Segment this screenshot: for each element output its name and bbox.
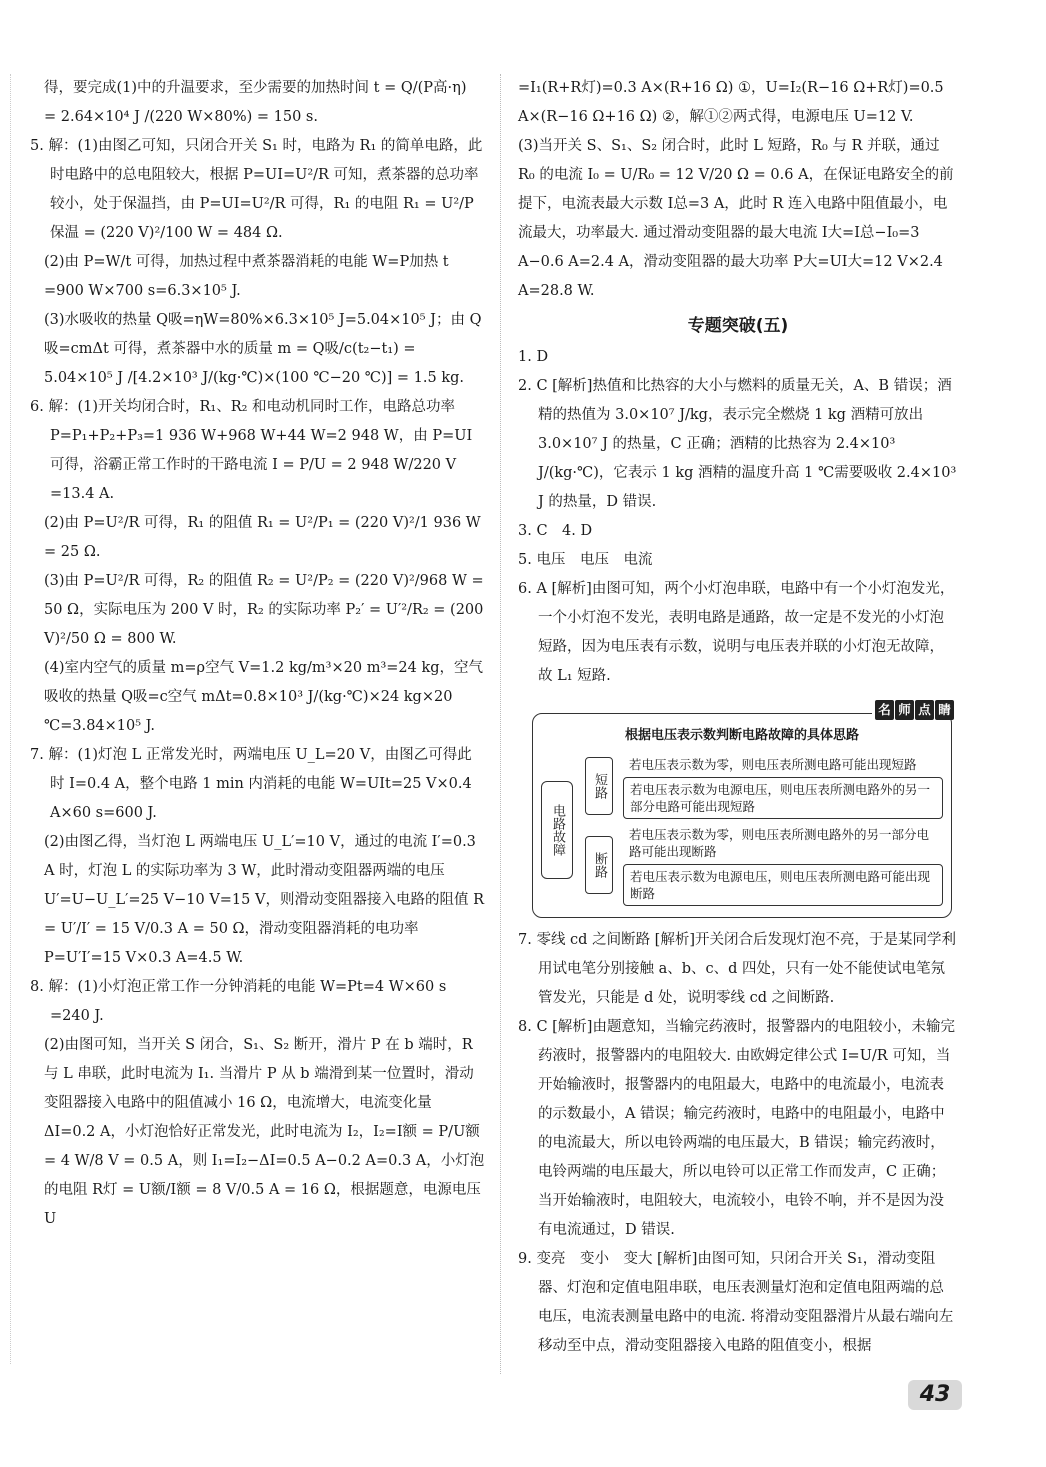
fault-tree [541,750,943,909]
left-column [30,74,489,1234]
paragraph: 得，要完成(1)中的升温要求，至少需要的加热时间 t = Q/(P高·η) [44,80,467,96]
right-column-part1 [518,74,958,306]
badge-char: 名 [875,700,894,720]
branch-short-label: 短路 [585,757,613,815]
section-heading: 专题突破(五) [687,316,789,336]
paragraph: 8. 解：(1)小灯泡正常工作一分钟消耗的电能 W=Pt=4 W×60 s =240 J. [30,979,451,1024]
badge-char: 点 [915,700,934,720]
leaf-text: 若电压表示数为零，则电压表所测电路外的另一部分电路可能出现断路 [629,827,930,859]
paragraph: (2)由图乙得，当灯泡 L 两端电压 U_L′=10 V，通过的电流 I′=0.3 A 时，灯泡 L 的实际功率为 3 W，此时滑动变阻器两端的电压 U′=U−U_L′=25 V−10 V=15 V，则滑动变阻器接入电路的阻值 R = U′/I′ = 15 V/0.3 A = 50 Ω，滑动变阻器消耗的电功率 P=U′I′=15 V×0.3 A=4.5 W. [44,834,489,966]
paragraph: (2)由 P=W/t 可得，加热过程中煮茶器消耗的电能 W=P加热 t =900 W×700 s=6.3×10⁵ J. [44,254,454,299]
paragraph: (3)水吸收的热量 Q吸=ηW=80%×6.3×10⁵ J=5.04×10⁵ J；由 Q吸=cmΔt 可得，煮茶器中水的质量 m = Q吸/c(t₂−t₁) = 5.04×10⁵ J /[4.2×10³ J/(kg·℃)×(100 ℃−20 ℃)] = 1.5 kg. [44,312,482,386]
paragraph: 6. 解：(1)开关均闭合时，R₁、R₂ 和电动机同时工作，电路总功率 P=P₁+P₂+P₃=1 936 W+968 W+44 W=2 948 W，由 P=UI 可得，浴霸正常工作时的干路电流 I = P/U = 2 948 W/220 V =13.4 A. [30,399,477,502]
badge-char: 师 [895,700,914,720]
right-column-part2 [518,343,961,691]
paragraph: 2. C [解析]热值和比热容的大小与燃料的质量无关，A、B 错误；酒精的热值为 3.0×10⁷ J/kg，表示完全燃烧 1 kg 酒精可放出 3.0×10⁷ J 的热量，C 正确；酒精的比热容为 2.4×10³ J/(kg·℃)，它表示 1 kg 酒精的温度升高 1 ℃需要吸收 2.4×10³ J 的热量，D 错误. [518,378,961,510]
paragraph: (2)由 P=U²/R 可得，R₁ 的阻值 R₁ = U²/P₁ = (220 V)²/1 936 W = 25 Ω. [44,515,486,560]
right-column [518,74,961,1361]
leaf-text: 若电压表示数为电源电压，则电压表所测电路外的另一部分电路可能出现短路 [623,777,943,819]
paragraph: (3)当开关 S、S₁、S₂ 闭合时，此时 L 短路，R₀ 与 R 并联，通过 R₀ 的电流 I₀ = U/R₀ = 12 V/20 Ω = 0.6 A，在保证电路安全的前提下，电流表最大示数 I总=3 A，此时 R 连入电路中阻值最小，电流最大，功率最大. 通过滑动变阻器的最大电流 I大=I总−I₀=3 A−0.6 A=2.4 A，滑动变阻器的最大功率 P大=UI大=12 V×2.4 A=28.8 W. [518,138,954,299]
paragraph: 7. 零线 cd 之间断路 [解析]开关闭合后发现灯泡不亮，于是某同学利用试电笔分别接触 a、b、c、d 四处，只有一处不能使试电笔氖管发光，只能是 d 处，说明零线 cd 之间断路. [518,932,956,1006]
paragraph: = 2.64×10⁴ J /(220 W×80%) = 150 s. [44,109,318,125]
branch-open-label: 断路 [585,836,613,894]
paragraph: (3)由 P=U²/R 可得，R₂ 的阻值 R₂ = U²/P₂ = (220 V)²/968 W = 50 Ω，实际电压为 200 V 时，R₂ 的实际功率 P₂′ = U′²/R₂ = (200 V)²/50 Ω = 800 W. [44,573,489,647]
paragraph: 5. 电压 电压 电流 [518,552,653,568]
paragraph: =I₁(R+R灯)=0.3 A×(R+16 Ω) ①，U=I₂(R−16 Ω+R灯)=0.5 A×(R−16 Ω+16 Ω) ②，解①②两式得，电源电压 U=12 V. [518,80,949,125]
tree-root: 电路故障 [541,781,573,879]
leaf-text: 若电压表示数为零，则电压表所测电路可能出现短路 [629,757,917,772]
tip-badge [872,700,957,720]
paragraph: 1. D [518,349,549,365]
paragraph: (2)由图可知，当开关 S 闭合，S₁、S₂ 断开，滑片 P 在 b 端时，R 与 L 串联，此时电流为 I₁. 当滑片 P 从 b 端滑到某一位置时，滑动变阻器接入电路中的阻值减小 16 Ω，电流增大，电流变化量 ΔI=0.2 A，小灯泡恰好正常发光，此时电流为 I₂，I₂=I额 = P/U额 = 4 W/8 V = 0.5 A，则 I₁=I₂−ΔI=0.5 A−0.2 A=0.3 A，小灯泡的电阻 R灯 = U额/I额 = 8 V/0.5 A = 16 Ω，根据题意，电源电压 U [44,1037,486,1227]
page-number: 43 [908,1380,962,1410]
paragraph: 3. C 4. D [518,523,593,539]
branch-open-leaves [623,822,943,907]
branch-short-leaves [623,752,943,820]
branch-open [585,822,943,907]
leaf-text: 若电压表示数为电源电压，则电压表所测电路可能出现断路 [623,864,943,906]
paragraph: 7. 解：(1)灯泡 L 正常发光时，两端电压 U_L=20 V，由图乙可得此时 I=0.4 A，整个电路 1 min 内消耗的电能 W=UIt=25 V×0.4 A×60 s=600 J. [30,747,477,821]
paragraph: 5. 解：(1)由图乙可知，只闭合开关 S₁ 时，电路为 R₁ 的简单电路，此时电路中的总电阻较大，根据 P=UI=U²/R 可知，煮茶器的总功率较小，处于保温挡，由 P=UI=U²/R 可得，R₁ 的电阻 R₁ = U²/P保温 = (220 V)²/100 W = 484 Ω. [30,138,483,241]
tip-box [532,702,952,918]
column-divider [500,74,501,1374]
branch-short [585,752,943,820]
tree-branches [585,750,943,909]
left-margin-rule [10,74,11,1364]
right-column-part3 [518,926,958,1361]
paragraph: 6. A [解析]由图可知，两个小灯泡串联，电路中有一个小灯泡发光，一个小灯泡不发光，表明电路是通路，故一定是不发光的小灯泡短路，因为电压表有示数，说明与电压表并联的小灯泡无故障，故 L₁ 短路. [518,581,955,684]
badge-char: 睛 [935,700,954,720]
paragraph: (4)室内空气的质量 m=ρ空气 V=1.2 kg/m³×20 m³=24 kg，空气吸收的热量 Q吸=c空气 mΔt=0.8×10³ J/(kg·℃)×24 kg×20 ℃=3.84×10⁵ J. [44,660,484,734]
paragraph: 9. 变亮 变小 变大 [解析]由图可知，只闭合开关 S₁，滑动变阻器、灯泡和定值电阻串联，电压表测量灯泡和定值电阻两端的总电压，电流表测量电路中的电流. 将滑动变阻器滑片从最右端向左移动至中点，滑动变阻器接入电路的阻值变小，根据 [518,1251,954,1354]
tip-title: 根据电压表示数判断电路故障的具体思路 [624,728,859,743]
paragraph: 8. C [解析]由题意知，当输完药液时，报警器内的电阻较小，未输完药液时，报警器内的电阻较大. 由欧姆定律公式 I=U/R 可知，当开始输液时，报警器内的电阻最大，电路中的电流最小，电流表的示数最小，A 错误；输完药液时，电路中的电阻最小，电路中的电流最大，所以电铃两端的电压最大，B 错误；输完药液时，电铃两端的电压最大，所以电铃可以正常工作而发声，C 正确；当开始输液时，电阻较大，电流较小，电铃不响，并不是因为没有电流通过，D 错误. [518,1019,955,1238]
